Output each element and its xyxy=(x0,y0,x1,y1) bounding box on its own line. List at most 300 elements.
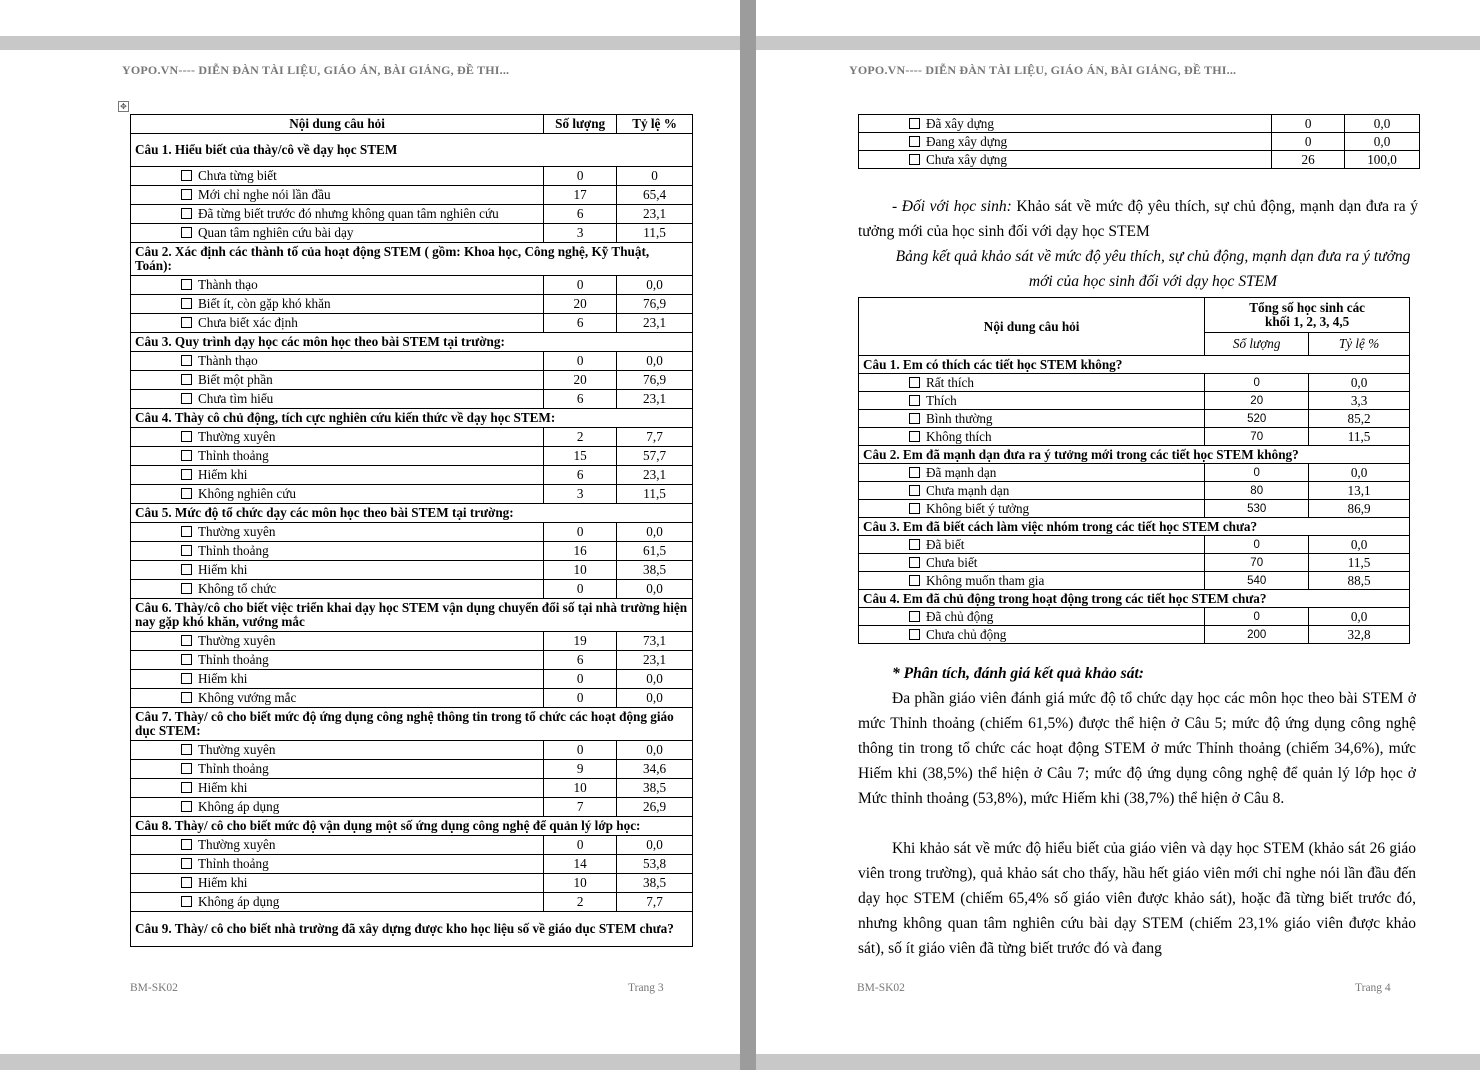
count-cell: 0 xyxy=(1272,115,1345,133)
percent-cell: 11,5 xyxy=(1309,554,1410,572)
option-cell xyxy=(131,874,544,893)
count-cell: 6 xyxy=(544,466,617,485)
checkbox-icon xyxy=(181,189,192,200)
percent-cell: 23,1 xyxy=(617,390,693,409)
question-text: Câu 3. Quy trình dạy học các môn học theo bài STEM tại trường: xyxy=(131,333,693,352)
checkbox-icon xyxy=(181,374,192,385)
table-row xyxy=(131,689,693,708)
checkbox-icon xyxy=(181,526,192,537)
percent-cell: 0,0 xyxy=(1309,608,1410,626)
count-cell: 10 xyxy=(544,874,617,893)
percent-cell: 0,0 xyxy=(617,689,693,708)
checkbox-icon xyxy=(181,450,192,461)
percent-cell: 0,0 xyxy=(1309,374,1410,392)
question-row xyxy=(131,333,693,352)
table-row xyxy=(131,580,693,599)
count-cell: 0 xyxy=(544,276,617,295)
footer-page-number: Trang 3 xyxy=(628,982,664,994)
count-cell: 20 xyxy=(1205,392,1309,410)
page-header: YOPO.VN---- DIỄN ĐÀN TÀI LIỆU, GIÁO ÁN, BÀI GIẢNG, ĐỀ THI... xyxy=(849,63,1237,77)
option-cell xyxy=(859,115,1272,133)
percent-cell: 76,9 xyxy=(617,295,693,314)
checkbox-icon xyxy=(909,503,920,514)
option-cell xyxy=(131,276,544,295)
option-cell xyxy=(859,151,1272,169)
option-label: Đã xây dựng xyxy=(926,115,994,131)
option-cell xyxy=(131,314,544,333)
option-cell xyxy=(131,741,544,760)
percent-cell: 53,8 xyxy=(617,855,693,874)
column-header: Tỷ lệ % xyxy=(617,115,693,134)
table-row xyxy=(131,485,693,504)
table-row xyxy=(131,542,693,561)
option-cell xyxy=(131,836,544,855)
table-row xyxy=(131,352,693,371)
checkbox-icon xyxy=(909,485,920,496)
percent-cell: 23,1 xyxy=(617,651,693,670)
option-label: Hiếm khi xyxy=(198,562,248,577)
option-cell xyxy=(131,798,544,817)
question-row xyxy=(131,599,693,632)
count-cell: 20 xyxy=(544,295,617,314)
percent-cell: 61,5 xyxy=(617,542,693,561)
footer-page-number: Trang 4 xyxy=(1355,982,1391,994)
count-cell: 6 xyxy=(544,314,617,333)
table-row xyxy=(131,167,693,186)
checkbox-icon xyxy=(909,539,920,550)
percent-cell: 13,1 xyxy=(1309,482,1410,500)
percent-cell: 85,2 xyxy=(1309,410,1410,428)
percent-cell: 0 xyxy=(617,167,693,186)
percent-cell: 57,7 xyxy=(617,447,693,466)
table-row xyxy=(131,874,693,893)
option-cell xyxy=(131,542,544,561)
option-cell xyxy=(131,651,544,670)
count-cell: 6 xyxy=(544,390,617,409)
option-cell xyxy=(131,779,544,798)
percent-cell: 11,5 xyxy=(617,485,693,504)
count-cell: 80 xyxy=(1205,482,1309,500)
option-label: Thường xuyên xyxy=(198,524,276,539)
column-header: Nội dung câu hỏi xyxy=(859,298,1205,356)
percent-cell: 11,5 xyxy=(1309,428,1410,446)
percent-cell: 0,0 xyxy=(1345,115,1420,133)
option-cell xyxy=(131,760,544,779)
table-row xyxy=(131,741,693,760)
table-row xyxy=(859,133,1420,151)
percent-cell: 76,9 xyxy=(617,371,693,390)
option-cell xyxy=(131,689,544,708)
table-row xyxy=(131,295,693,314)
checkbox-icon xyxy=(181,469,192,480)
option-cell xyxy=(859,572,1205,590)
checkbox-icon xyxy=(181,654,192,665)
table-row xyxy=(131,651,693,670)
table-row xyxy=(131,798,693,817)
option-label: Đã mạnh dạn xyxy=(926,464,997,480)
count-cell: 15 xyxy=(544,447,617,466)
option-cell xyxy=(859,374,1205,392)
table-row xyxy=(131,314,693,333)
count-cell: 520 xyxy=(1205,410,1309,428)
option-label: Không vướng mắc xyxy=(198,690,297,705)
count-cell: 540 xyxy=(1205,572,1309,590)
count-cell: 0 xyxy=(544,670,617,689)
table-row xyxy=(131,760,693,779)
option-cell xyxy=(131,561,544,580)
option-cell xyxy=(131,224,544,243)
table-row xyxy=(131,855,693,874)
table-row xyxy=(131,428,693,447)
option-label: Thích xyxy=(926,392,957,408)
table-row xyxy=(131,466,693,485)
checkbox-icon xyxy=(181,896,192,907)
option-label: Thỉnh thoảng xyxy=(198,761,269,776)
column-header: Số lượng xyxy=(1205,333,1309,356)
count-cell: 0 xyxy=(544,689,617,708)
footer-code: BM-SK02 xyxy=(857,982,905,994)
column-group-header: Tổng số học sinh các khối 1, 2, 3, 4,5 xyxy=(1205,298,1410,333)
count-cell: 0 xyxy=(544,167,617,186)
page-gap-top xyxy=(756,36,1480,50)
option-cell xyxy=(131,632,544,651)
option-label: Biết một phần xyxy=(198,372,273,387)
question-text: Câu 2. Xác định các thành tố của hoạt động STEM ( gồm: Khoa học, Công nghệ, Kỹ Thuật, Toán): xyxy=(131,243,693,276)
count-cell: 70 xyxy=(1205,428,1309,446)
table-row xyxy=(859,572,1410,590)
percent-cell: 0,0 xyxy=(617,580,693,599)
option-cell xyxy=(131,371,544,390)
percent-cell: 73,1 xyxy=(617,632,693,651)
option-cell xyxy=(859,500,1205,518)
option-label: Thường xuyên xyxy=(198,429,276,444)
question-text: Câu 1. Hiểu biết của thày/cô về dạy học STEM xyxy=(131,134,693,167)
percent-cell: 0,0 xyxy=(617,836,693,855)
question-row xyxy=(859,590,1410,608)
option-label: Chưa chủ động xyxy=(926,626,1007,642)
question-text: Câu 2. Em đã mạnh dạn đưa ra ý tưởng mới trong các tiết học STEM không? xyxy=(859,446,1410,464)
table-row xyxy=(859,410,1410,428)
analysis-paragraph-2: Khi khảo sát về mức độ hiểu biết của giáo viên và dạy học STEM (khảo sát 26 giáo viên trong trường), quả khảo sát cho thấy, hầu hết giáo viên mới chỉ nghe nói lần đầu đến dạy học STEM (chiếm 65,4% số giáo viên được khảo sát), hoặc đã từng biết trước đó, nhưng không quan tâm nghiên cứu bài dạy STEM (chiếm 23,1% giáo viên được khảo sát), số ít giáo viên đã từng biết trước đó và đang xyxy=(858,840,1416,957)
percent-cell: 0,0 xyxy=(617,352,693,371)
column-header: Nội dung câu hỏi xyxy=(131,115,544,134)
percent-cell: 34,6 xyxy=(617,760,693,779)
option-cell xyxy=(131,390,544,409)
percent-cell: 65,4 xyxy=(617,186,693,205)
checkbox-icon xyxy=(181,673,192,684)
question-row xyxy=(131,409,693,428)
option-label: Không biết ý tưởng xyxy=(926,500,1030,516)
table-header-row xyxy=(131,115,693,134)
percent-cell: 0,0 xyxy=(617,741,693,760)
percent-cell: 0,0 xyxy=(617,523,693,542)
percent-cell: 26,9 xyxy=(617,798,693,817)
option-cell xyxy=(131,855,544,874)
count-cell: 10 xyxy=(544,561,617,580)
count-cell: 0 xyxy=(1205,536,1309,554)
question-row xyxy=(131,708,693,741)
percent-cell: 3,3 xyxy=(1309,392,1410,410)
count-cell: 2 xyxy=(544,893,617,912)
percent-cell: 86,9 xyxy=(1309,500,1410,518)
option-label: Bình thường xyxy=(926,410,993,426)
option-label: Thường xuyên xyxy=(198,742,276,757)
option-label: Thường xuyên xyxy=(198,837,276,852)
count-cell: 0 xyxy=(544,352,617,371)
count-cell: 19 xyxy=(544,632,617,651)
checkbox-icon xyxy=(909,413,920,424)
count-cell: 0 xyxy=(1205,464,1309,482)
option-cell xyxy=(131,893,544,912)
percent-cell: 38,5 xyxy=(617,779,693,798)
option-label: Hiếm khi xyxy=(198,780,248,795)
option-cell xyxy=(131,205,544,224)
question-row xyxy=(859,446,1410,464)
count-cell: 70 xyxy=(1205,554,1309,572)
table-row xyxy=(131,670,693,689)
count-cell: 0 xyxy=(1205,374,1309,392)
option-label: Chưa xây dựng xyxy=(926,151,1007,167)
count-cell: 2 xyxy=(544,428,617,447)
checkbox-icon xyxy=(181,170,192,181)
checkbox-icon xyxy=(909,629,920,640)
table-row xyxy=(859,554,1410,572)
table-row xyxy=(859,428,1410,446)
page-gap-bottom xyxy=(756,1054,1480,1070)
question-text: Câu 5. Mức độ tổ chức dạy các môn học theo bài STEM tại trường: xyxy=(131,504,693,523)
table-move-handle-icon[interactable]: ✥ xyxy=(118,101,129,112)
option-label: Thỉnh thoảng xyxy=(198,652,269,667)
table-row xyxy=(131,523,693,542)
count-cell: 6 xyxy=(544,205,617,224)
option-label: Quan tâm nghiên cứu bài dạy xyxy=(198,225,354,240)
option-label: Thỉnh thoảng xyxy=(198,856,269,871)
checkbox-icon xyxy=(181,355,192,366)
option-label: Đang xây dựng xyxy=(926,133,1008,149)
count-cell: 9 xyxy=(544,760,617,779)
question-row xyxy=(131,817,693,836)
percent-cell: 38,5 xyxy=(617,874,693,893)
count-cell: 3 xyxy=(544,224,617,243)
question-text: Câu 4. Thày cô chủ động, tích cực nghiên cứu kiến thức về dạy học STEM: xyxy=(131,409,693,428)
table-row xyxy=(131,447,693,466)
page-4 xyxy=(756,0,1480,1070)
checkbox-icon xyxy=(181,298,192,309)
checkbox-icon xyxy=(181,763,192,774)
question-row xyxy=(131,243,693,276)
count-cell: 530 xyxy=(1205,500,1309,518)
option-cell xyxy=(131,295,544,314)
option-label: Đã chủ động xyxy=(926,608,994,624)
option-cell xyxy=(859,536,1205,554)
option-label: Hiếm khi xyxy=(198,671,248,686)
percent-cell: 100,0 xyxy=(1345,151,1420,169)
percent-cell: 23,1 xyxy=(617,466,693,485)
page-gap-bottom xyxy=(0,1054,740,1070)
page-header: YOPO.VN---- DIỄN ĐÀN TÀI LIỆU, GIÁO ÁN, BÀI GIẢNG, ĐỀ THI... xyxy=(122,63,510,77)
table-row xyxy=(131,836,693,855)
option-cell xyxy=(131,523,544,542)
checkbox-icon xyxy=(909,431,920,442)
count-cell: 17 xyxy=(544,186,617,205)
checkbox-icon xyxy=(909,136,920,147)
question-text: Câu 3. Em đã biết cách làm việc nhóm trong các tiết học STEM chưa? xyxy=(859,518,1410,536)
count-cell: 16 xyxy=(544,542,617,561)
count-cell: 7 xyxy=(544,798,617,817)
checkbox-icon xyxy=(181,279,192,290)
question-text: Câu 8. Thày/ cô cho biết mức độ vận dụng một số ứng dụng công nghệ để quản lý lớp học: xyxy=(131,817,693,836)
option-cell xyxy=(859,608,1205,626)
table-row xyxy=(859,115,1420,133)
footer-code: BM-SK02 xyxy=(130,982,178,994)
option-label: Thỉnh thoảng xyxy=(198,543,269,558)
table-row xyxy=(859,464,1410,482)
option-cell xyxy=(859,482,1205,500)
page-gap-top xyxy=(0,36,740,50)
checkbox-icon xyxy=(909,395,920,406)
count-cell: 0 xyxy=(1272,133,1345,151)
table-row xyxy=(131,186,693,205)
table-row xyxy=(859,482,1410,500)
option-cell xyxy=(131,167,544,186)
checkbox-icon xyxy=(181,839,192,850)
option-cell xyxy=(131,352,544,371)
count-cell: 6 xyxy=(544,651,617,670)
analysis-title: * Phân tích, đánh giá kết quả khảo sát: xyxy=(892,665,1144,682)
checkbox-icon xyxy=(909,557,920,568)
student-intro-label: - Đối với học sinh: xyxy=(892,198,1012,215)
checkbox-icon xyxy=(181,227,192,238)
checkbox-icon xyxy=(181,545,192,556)
count-cell: 26 xyxy=(1272,151,1345,169)
option-label: Hiếm khi xyxy=(198,875,248,890)
checkbox-icon xyxy=(181,564,192,575)
option-label: Đã từng biết trước đó nhưng không quan tâm nghiên cứu xyxy=(198,206,499,221)
percent-cell: 0,0 xyxy=(1309,464,1410,482)
option-cell xyxy=(131,428,544,447)
question-text: Câu 4. Em đã chủ động trong hoạt động trong các tiết học STEM chưa? xyxy=(859,590,1410,608)
checkbox-icon xyxy=(181,801,192,812)
table-row xyxy=(859,374,1410,392)
question-row xyxy=(131,504,693,523)
checkbox-icon xyxy=(909,575,920,586)
count-cell: 0 xyxy=(544,741,617,760)
option-label: Mới chỉ nghe nói lần đầu xyxy=(198,187,331,202)
option-label: Không thích xyxy=(926,428,992,444)
option-cell xyxy=(131,485,544,504)
percent-cell: 7,7 xyxy=(617,893,693,912)
option-cell xyxy=(131,670,544,689)
percent-cell: 0,0 xyxy=(1345,133,1420,151)
option-cell xyxy=(859,626,1205,644)
table-row xyxy=(859,500,1410,518)
option-label: Không nghiên cứu xyxy=(198,486,296,501)
teacher-survey-table-continued xyxy=(858,114,1420,169)
option-label: Biết ít, còn gặp khó khăn xyxy=(198,296,331,311)
table-row xyxy=(131,371,693,390)
checkbox-icon xyxy=(909,377,920,388)
count-cell: 0 xyxy=(544,836,617,855)
option-label: Không tổ chức xyxy=(198,581,277,596)
percent-cell: 23,1 xyxy=(617,314,693,333)
percent-cell: 0,0 xyxy=(617,670,693,689)
option-label: Không áp dụng xyxy=(198,799,280,814)
option-cell xyxy=(131,447,544,466)
option-cell xyxy=(131,186,544,205)
count-cell: 0 xyxy=(544,580,617,599)
question-text: Câu 7. Thày/ cô cho biết mức độ ứng dụng công nghệ thông tin trong tổ chức các hoạt động giáo dục STEM: xyxy=(131,708,693,741)
option-cell xyxy=(859,554,1205,572)
column-header: Tỷ lệ % xyxy=(1309,333,1410,356)
percent-cell: 23,1 xyxy=(617,205,693,224)
option-cell xyxy=(859,133,1272,151)
option-label: Đã biết xyxy=(926,536,965,552)
question-text: Câu 6. Thày/cô cho biết việc triển khai dạy học STEM vận dụng chuyển đổi số tại nhà trường hiện nay gặp khó khăn, vướng mắc xyxy=(131,599,693,632)
checkbox-icon xyxy=(181,692,192,703)
table-row xyxy=(859,536,1410,554)
analysis-paragraph-1: Đa phần giáo viên đánh giá mức độ tổ chức dạy học các môn học theo bài STEM ở mức Thỉnh thoảng (chiếm 61,5%) được thể hiện ở Câu 5; mức độ ứng dụng công nghệ thông tin trong tổ chức các hoạt động STEM ở mức Thỉnh thoảng (chiếm 34,6%), mức Hiếm khi (38,5%) thể hiện ở Câu 7; mức độ ứng dụng công nghệ để quản lý lớp học ở Mức thỉnh thoảng (53,8%), mức Hiếm khi (38,7%) thể hiện ở Câu 8. xyxy=(858,690,1416,807)
option-label: Chưa tìm hiểu xyxy=(198,391,274,406)
count-cell: 0 xyxy=(544,523,617,542)
checkbox-icon xyxy=(909,154,920,165)
option-label: Chưa mạnh dạn xyxy=(926,482,1010,498)
table-row xyxy=(859,151,1420,169)
percent-cell: 38,5 xyxy=(617,561,693,580)
checkbox-icon xyxy=(181,208,192,219)
checkbox-icon xyxy=(181,317,192,328)
count-cell: 200 xyxy=(1205,626,1309,644)
option-label: Thỉnh thoảng xyxy=(198,448,269,463)
option-cell xyxy=(859,392,1205,410)
table-header-row xyxy=(859,298,1410,333)
option-cell xyxy=(859,464,1205,482)
option-label: Thường xuyên xyxy=(198,633,276,648)
checkbox-icon xyxy=(181,858,192,869)
count-cell: 3 xyxy=(544,485,617,504)
question-text: Câu 1. Em có thích các tiết học STEM không? xyxy=(859,356,1410,374)
count-cell: 10 xyxy=(544,779,617,798)
percent-cell: 7,7 xyxy=(617,428,693,447)
checkbox-icon xyxy=(909,467,920,478)
table-row xyxy=(131,390,693,409)
table-row xyxy=(131,276,693,295)
percent-cell: 88,5 xyxy=(1309,572,1410,590)
count-cell: 20 xyxy=(544,371,617,390)
option-label: Không muốn tham gia xyxy=(926,572,1045,588)
student-intro xyxy=(858,194,1418,244)
option-label: Rất thích xyxy=(926,374,974,390)
option-label: Chưa biết xác định xyxy=(198,315,298,330)
percent-cell: 32,8 xyxy=(1309,626,1410,644)
percent-cell: 11,5 xyxy=(617,224,693,243)
student-survey-table xyxy=(858,297,1410,644)
option-label: Chưa từng biết xyxy=(198,168,277,183)
checkbox-icon xyxy=(181,583,192,594)
option-label: Hiếm khi xyxy=(198,467,248,482)
option-label: Chưa biết xyxy=(926,554,978,570)
student-intro-text: Khảo sát về mức độ yêu thích, sự chủ động, mạnh dạn đưa ra ý tưởng mới của học sinh đối với dạy học STEM xyxy=(858,198,1418,240)
table-caption: Bảng kết quả khảo sát về mức độ yêu thích, sự chủ động, mạnh dạn đưa ra ý tưởng mới của học sinh đối với dạy học STEM xyxy=(895,248,1411,290)
option-cell xyxy=(859,410,1205,428)
count-cell: 0 xyxy=(1205,608,1309,626)
checkbox-icon xyxy=(181,393,192,404)
question-row xyxy=(131,912,693,947)
option-label: Thành thạo xyxy=(198,277,258,292)
table-row xyxy=(859,626,1410,644)
table-row xyxy=(131,224,693,243)
checkbox-icon xyxy=(181,431,192,442)
checkbox-icon xyxy=(181,782,192,793)
